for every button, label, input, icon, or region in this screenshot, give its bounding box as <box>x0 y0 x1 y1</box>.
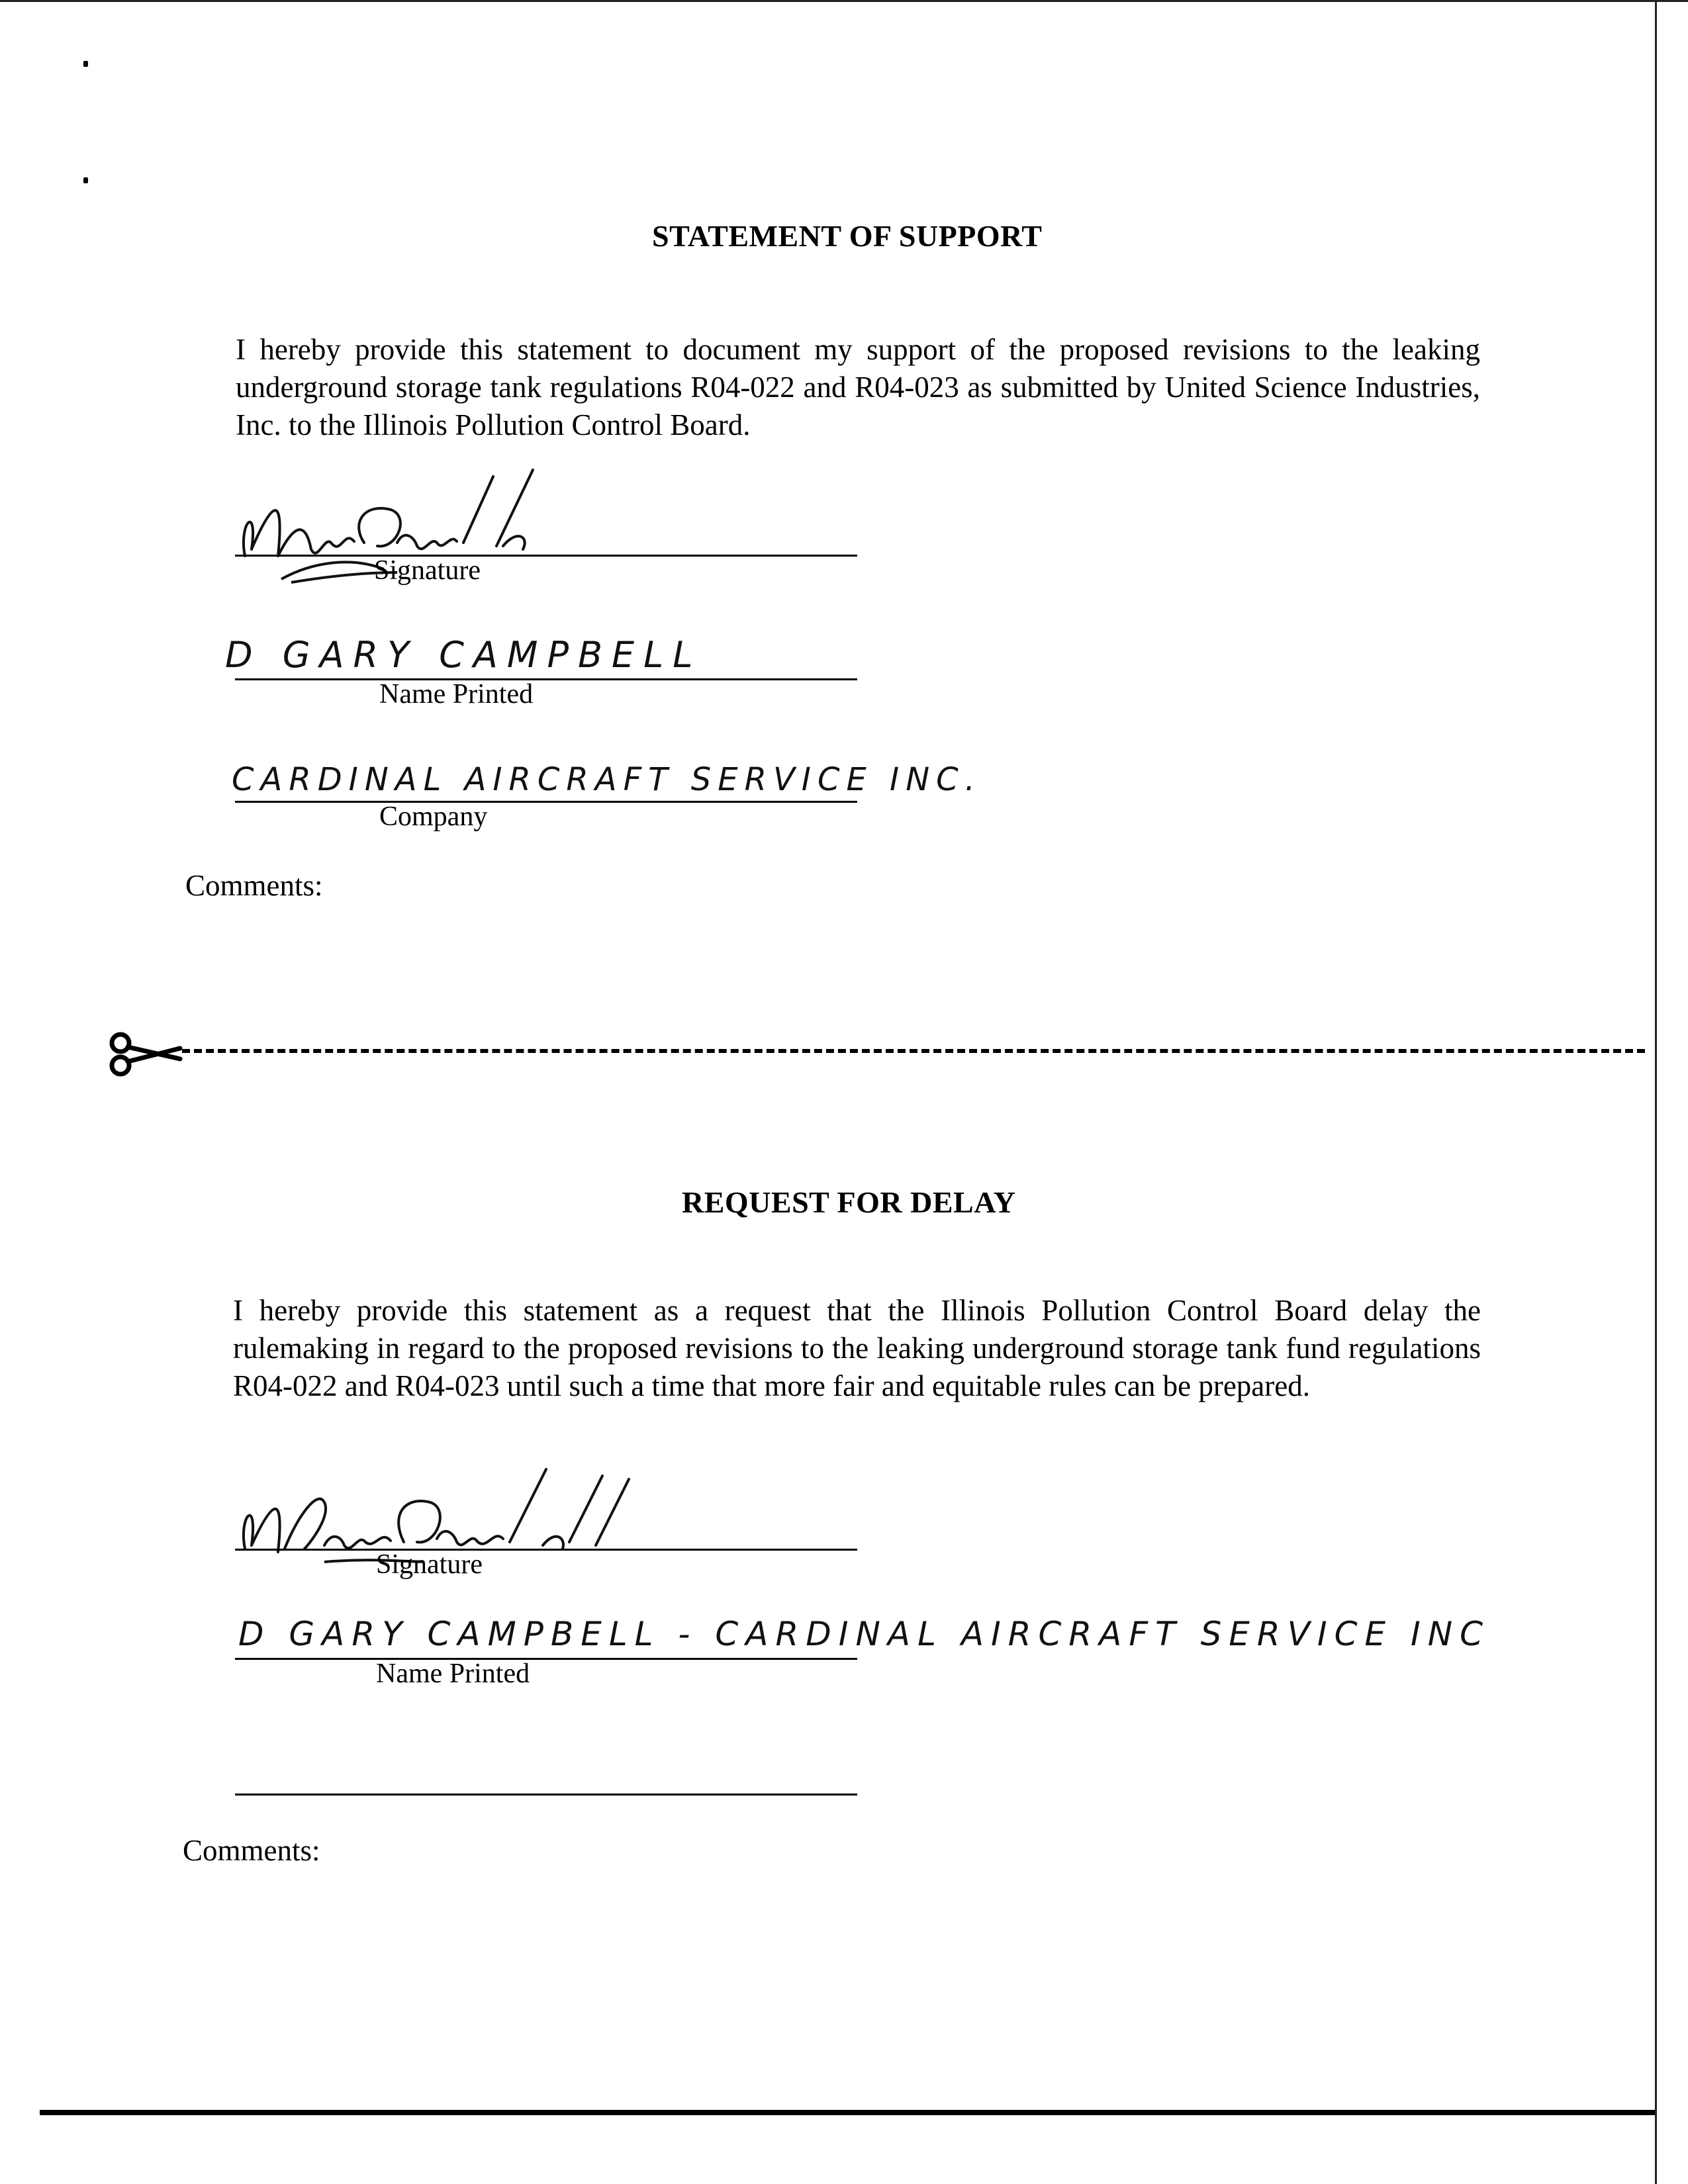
delay-name-line <box>235 1658 857 1660</box>
scan-border-top <box>0 0 1688 2</box>
support-comments-label: Comments: <box>185 869 323 902</box>
delay-signature-caption: Signature <box>376 1549 483 1580</box>
support-name-line <box>235 678 857 680</box>
cut-line <box>182 1049 1645 1053</box>
scan-speck <box>83 177 88 183</box>
scissors-icon <box>106 1031 185 1077</box>
support-name-caption: Name Printed <box>379 679 534 709</box>
support-company-caption: Company <box>379 801 488 832</box>
delay-signature-line <box>235 1549 857 1551</box>
support-signature-line <box>235 555 857 557</box>
scan-border-bottom <box>40 2110 1655 2115</box>
support-title: STATEMENT OF SUPPORT <box>652 219 1043 253</box>
delay-comments-label: Comments: <box>183 1834 320 1867</box>
scan-speck <box>83 61 88 67</box>
support-name-handwritten: D GARY CAMPBELL <box>225 634 702 676</box>
support-body: I hereby provide this statement to document my support of the proposed revisions to the leaking underground storage tank regulations R04-022 and R04-023 as submitted by United Science Industries, Inc. to the Illinois Pollution Control Board. <box>236 333 1480 441</box>
delay-blank-line <box>235 1794 857 1796</box>
support-company-line <box>235 801 857 803</box>
delay-body: I hereby provide this statement as a request that the Illinois Pollution Control Board delay the rulemaking in regard to the proposed revisions to the leaking underground storage tank fund regulations R04-022 and R04-023 until such a time that more fair and equitable rules can be prepared. <box>233 1294 1481 1402</box>
support-company-handwritten: CARDINAL AIRCRAFT SERVICE INC. <box>232 761 982 798</box>
support-signature-caption: Signature <box>374 555 481 586</box>
delay-name-caption: Name Printed <box>376 1659 530 1689</box>
scan-border-right <box>1655 0 1657 2184</box>
delay-name-handwritten: D GARY CAMPBELL - CARDINAL AIRCRAFT SERVICE INC <box>238 1615 1491 1653</box>
delay-title: REQUEST FOR DELAY <box>682 1185 1016 1219</box>
